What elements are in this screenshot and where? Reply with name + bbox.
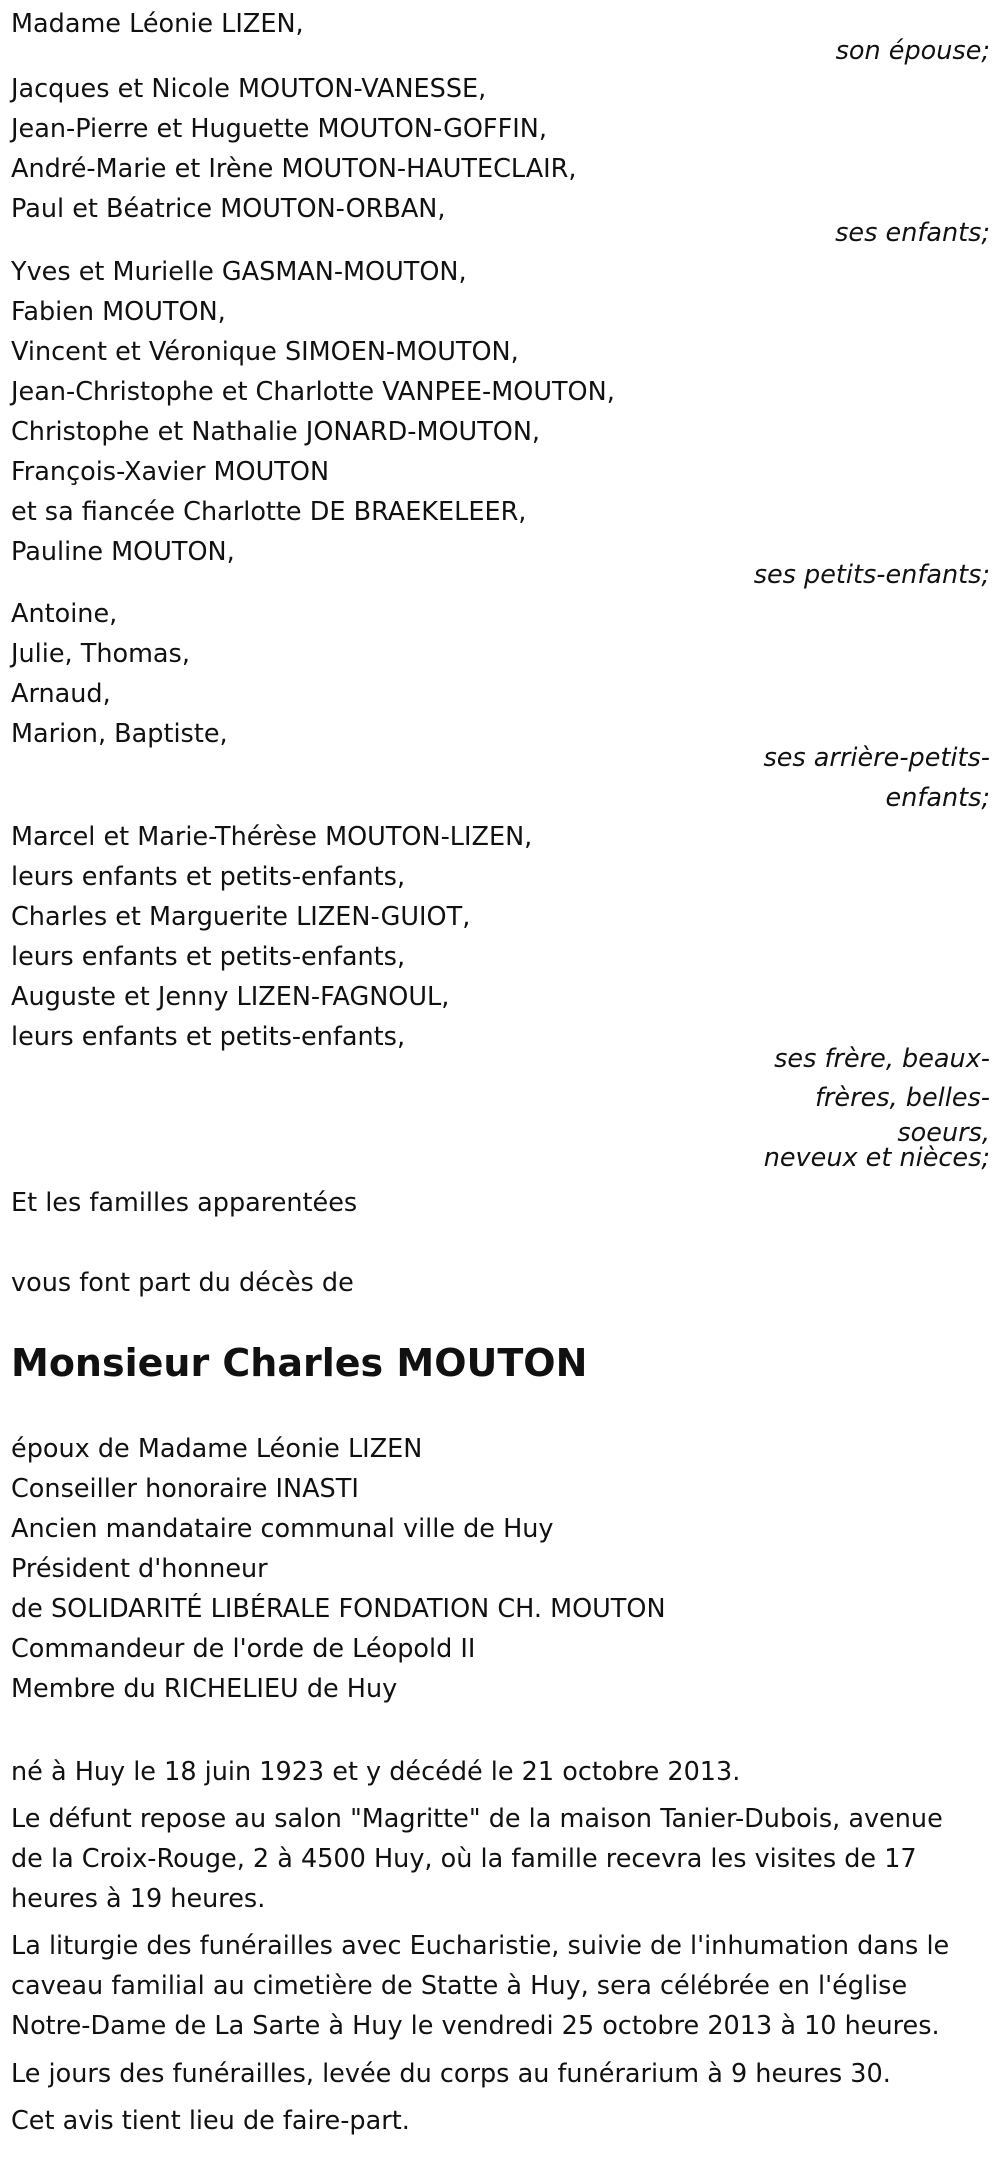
paragraph-line: de la Croix-Rouge, 2 à 4500 Huy, où la famille recevra les visites de 17: [11, 1844, 917, 1874]
role-line: neveux et nièces;: [763, 1143, 990, 1173]
list-item: leurs enfants et petits-enfants,: [11, 1022, 406, 1052]
title-line: époux de Madame Léonie LIZEN: [11, 1434, 423, 1464]
families-line: Et les familles apparentées: [11, 1188, 358, 1218]
title-line: Membre du RICHELIEU de Huy: [11, 1674, 398, 1704]
list-item: leurs enfants et petits-enfants,: [11, 942, 406, 972]
role-line: ses frère, beaux-: [774, 1044, 990, 1074]
funeral-block: [11, 1926, 991, 2046]
deceased-name: Monsieur Charles MOUTON: [11, 1341, 588, 1385]
spouse-name: Madame Léonie LIZEN,: [11, 9, 304, 39]
list-item: Marcel et Marie-Thérèse MOUTON-LIZEN,: [11, 822, 533, 852]
siblings-role: [690, 1040, 990, 1173]
list-item: Jean-Pierre et Huguette MOUTON-GOFFIN,: [11, 114, 547, 144]
closing-line: Cet avis tient lieu de faire-part.: [11, 2106, 410, 2136]
list-item: Antoine,: [11, 599, 118, 629]
children-block: [11, 69, 711, 229]
role-line: enfants;: [885, 783, 990, 813]
list-item: leurs enfants et petits-enfants,: [11, 862, 406, 892]
paragraph-line: Le défunt repose au salon "Magritte" de la maison Tanier-Dubois, avenue: [11, 1804, 943, 1834]
list-item: Marion, Baptiste,: [11, 719, 228, 749]
grandchildren-block: [11, 252, 711, 572]
list-item: Christophe et Nathalie JONARD-MOUTON,: [11, 417, 541, 447]
title-line: Commandeur de l'orde de Léopold II: [11, 1634, 476, 1664]
spouse-role: son épouse;: [835, 36, 990, 66]
list-item: Julie, Thomas,: [11, 639, 190, 669]
procession-line: Le jours des funérailles, levée du corps au funérarium à 9 heures 30.: [11, 2059, 891, 2089]
list-item: Jean-Christophe et Charlotte VANPEE-MOUTON,: [11, 377, 615, 407]
role-line: frères, belles-: [814, 1083, 990, 1113]
paragraph-line: La liturgie des funérailles avec Eucharistie, suivie de l'inhumation dans le: [11, 1931, 950, 1961]
children-role: ses enfants;: [835, 218, 990, 248]
visitation-block: [11, 1799, 991, 1919]
list-item: Fabien MOUTON,: [11, 297, 226, 327]
list-item: Yves et Murielle GASMAN-MOUTON,: [11, 257, 467, 287]
birth-death: né à Huy le 18 juin 1923 et y décédé le 21 octobre 2013.: [11, 1757, 741, 1787]
spouse-block: [11, 4, 711, 44]
titles-block: [11, 1429, 711, 1709]
list-item: Charles et Marguerite LIZEN-GUIOT,: [11, 902, 471, 932]
siblings-block: [11, 817, 711, 1057]
great-grandchildren-role: [690, 738, 990, 818]
paragraph-line: caveau familial au cimetière de Statte à Huy, sera célébrée en l'église: [11, 1971, 908, 2001]
list-item: Paul et Béatrice MOUTON-ORBAN,: [11, 194, 446, 224]
title-line: Président d'honneur: [11, 1554, 268, 1584]
list-item: et sa fiancée Charlotte DE BRAEKELEER,: [11, 497, 527, 527]
role-line: soeurs,: [897, 1118, 990, 1148]
list-item: Jacques et Nicole MOUTON-VANESSE,: [11, 74, 487, 104]
list-item: Vincent et Véronique SIMOEN-MOUTON,: [11, 337, 519, 367]
title-line: Ancien mandataire communal ville de Huy: [11, 1514, 554, 1544]
list-item: André-Marie et Irène MOUTON-HAUTECLAIR,: [11, 154, 577, 184]
title-line: de SOLIDARITÉ LIBÉRALE FONDATION CH. MOUTON: [11, 1594, 666, 1624]
role-line: ses arrière-petits-: [763, 743, 990, 773]
list-item: Arnaud,: [11, 679, 111, 709]
grandchildren-role: ses petits-enfants;: [753, 560, 990, 590]
list-item: François-Xavier MOUTON: [11, 457, 330, 487]
list-item: Auguste et Jenny LIZEN-FAGNOUL,: [11, 982, 450, 1012]
title-line: Conseiller honoraire INASTI: [11, 1474, 359, 1504]
paragraph-line: heures à 19 heures.: [11, 1884, 266, 1914]
list-item: Pauline MOUTON,: [11, 537, 235, 567]
paragraph-line: Notre-Dame de La Sarte à Huy le vendredi 25 octobre 2013 à 10 heures.: [11, 2011, 940, 2041]
announcement-line: vous font part du décès de: [11, 1268, 354, 1298]
great-grandchildren-block: [11, 594, 711, 754]
